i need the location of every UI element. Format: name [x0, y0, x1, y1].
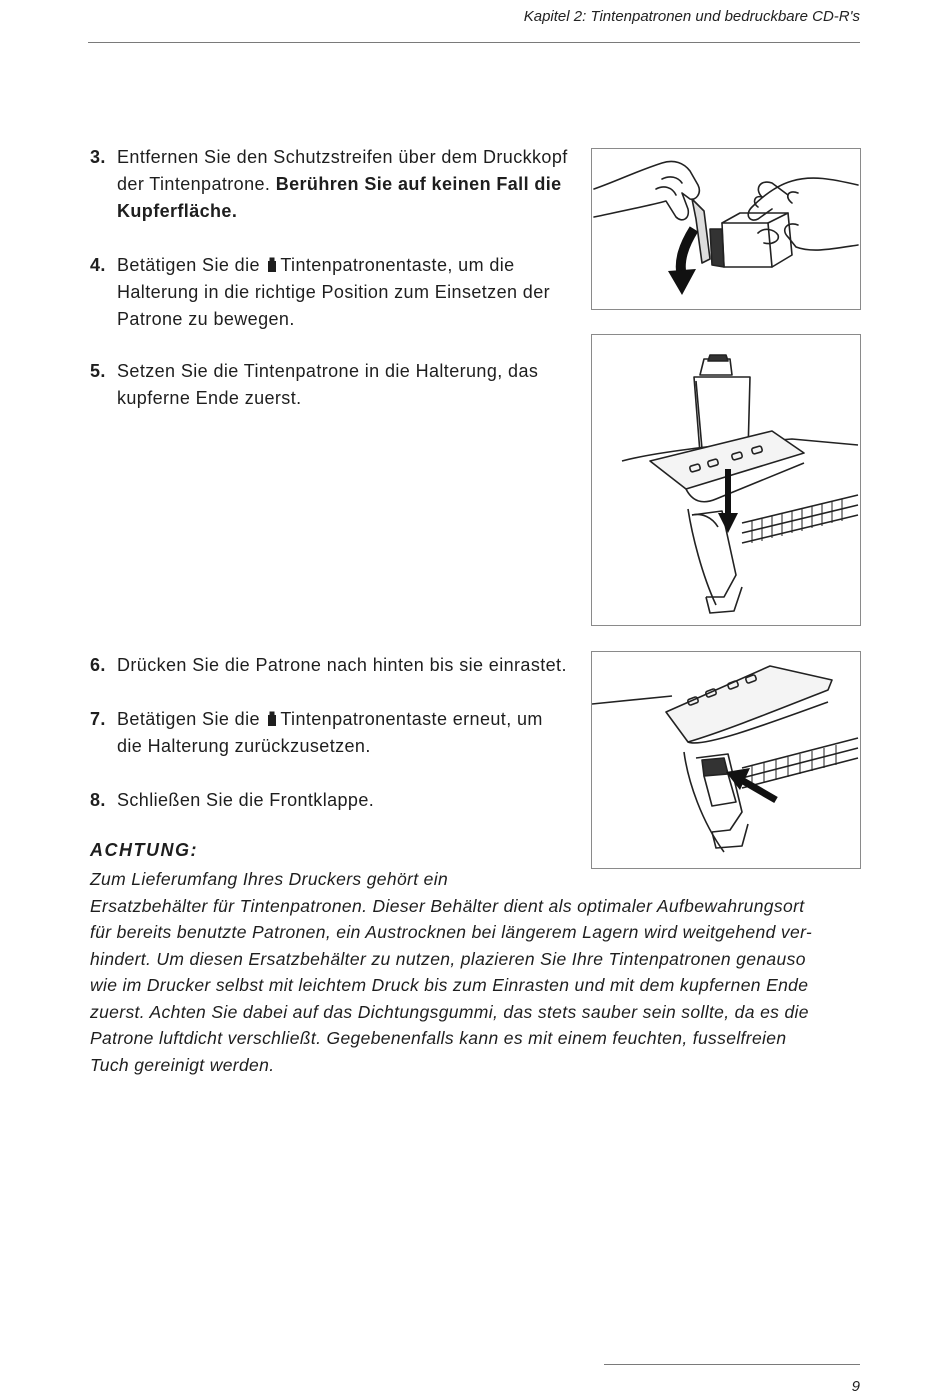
insert-cartridge-illustration — [592, 335, 860, 625]
figure-push-cartridge — [591, 651, 861, 869]
step-text: Drücken Sie die Patrone nach hinten bis sie einrastet. — [117, 655, 567, 675]
figure-remove-strip — [591, 148, 861, 310]
caution-line: Zum Lieferumfang Ihres Druckers gehört ein — [90, 869, 449, 889]
caution-title: ACHTUNG: — [90, 840, 198, 860]
step-text: Betätigen Sie die Tintenpatronentaste erneut, um die Halterung zurückzusetzen. — [117, 709, 543, 756]
push-cartridge-illustration — [592, 652, 860, 868]
page-header-title: Kapitel 2: Tintenpatronen und bedruckbare CD-R's — [523, 8, 860, 25]
step-number: 5. — [90, 361, 106, 381]
caution-line: für bereits benutzte Patronen, ein Austrocknen bei längerem Lagern wird weitgehend ver- — [90, 922, 813, 942]
step-number: 7. — [90, 709, 106, 729]
step-number: 8. — [90, 790, 106, 810]
caution-line: hindert. Um diesen Ersatzbehälter zu nutzen, plazieren Sie Ihre Tintenpatronen genauso — [90, 948, 806, 969]
figure-insert-cartridge — [591, 334, 861, 626]
ink-cartridge-icon — [267, 257, 277, 273]
caution-line: wie im Drucker selbst mit leichtem Druck bis zum Einrasten und mit dem kupfernen Ende — [90, 975, 809, 995]
caution-line: Patrone luftdicht verschließt. Gegebenenfalls kann es mit einem feuchten, fusselfreien — [90, 1028, 787, 1048]
caution-line: zuerst. Achten Sie dabei auf das Dichtungsgummi, das stets sauber sein sollte, da es die — [90, 1001, 809, 1022]
step-8 — [90, 787, 570, 814]
step-4 — [90, 252, 570, 333]
footer-rule — [604, 1364, 860, 1365]
ink-cartridge-icon — [267, 711, 277, 727]
step-number: 6. — [90, 655, 106, 675]
step-3 — [90, 144, 570, 225]
step-5 — [90, 358, 570, 412]
step-text: Schließen Sie die Frontklappe. — [117, 790, 375, 810]
caution-line: Tuch gereinigt werden. — [90, 1054, 275, 1075]
header-rule — [88, 42, 860, 43]
step-number: 3. — [90, 147, 106, 167]
caution-line: Ersatzbehälter für Tintenpatronen. Dieser Behälter dient als optimaler Aufbewahrungsort — [90, 895, 805, 916]
step-text: Betätigen Sie die Tintenpatronentaste, um die Halterung in die richtige Position zum Einsetzen der Patrone zu bewegen. — [117, 255, 551, 329]
step-text: Setzen Sie die Tintenpatrone in die Halterung, das kupferne Ende zuerst. — [117, 361, 539, 408]
step-7 — [90, 706, 570, 760]
page-number: 9 — [851, 1378, 860, 1395]
step-text: Entfernen Sie den Schutzstreifen über dem Druckkopf der Tintenpatrone. Berühren Sie auf keinen Fall die Kupferfläche. — [117, 147, 568, 221]
step-6 — [90, 652, 570, 679]
caution-body — [90, 866, 860, 1078]
step-number: 4. — [90, 255, 106, 275]
remove-strip-illustration — [592, 149, 860, 309]
